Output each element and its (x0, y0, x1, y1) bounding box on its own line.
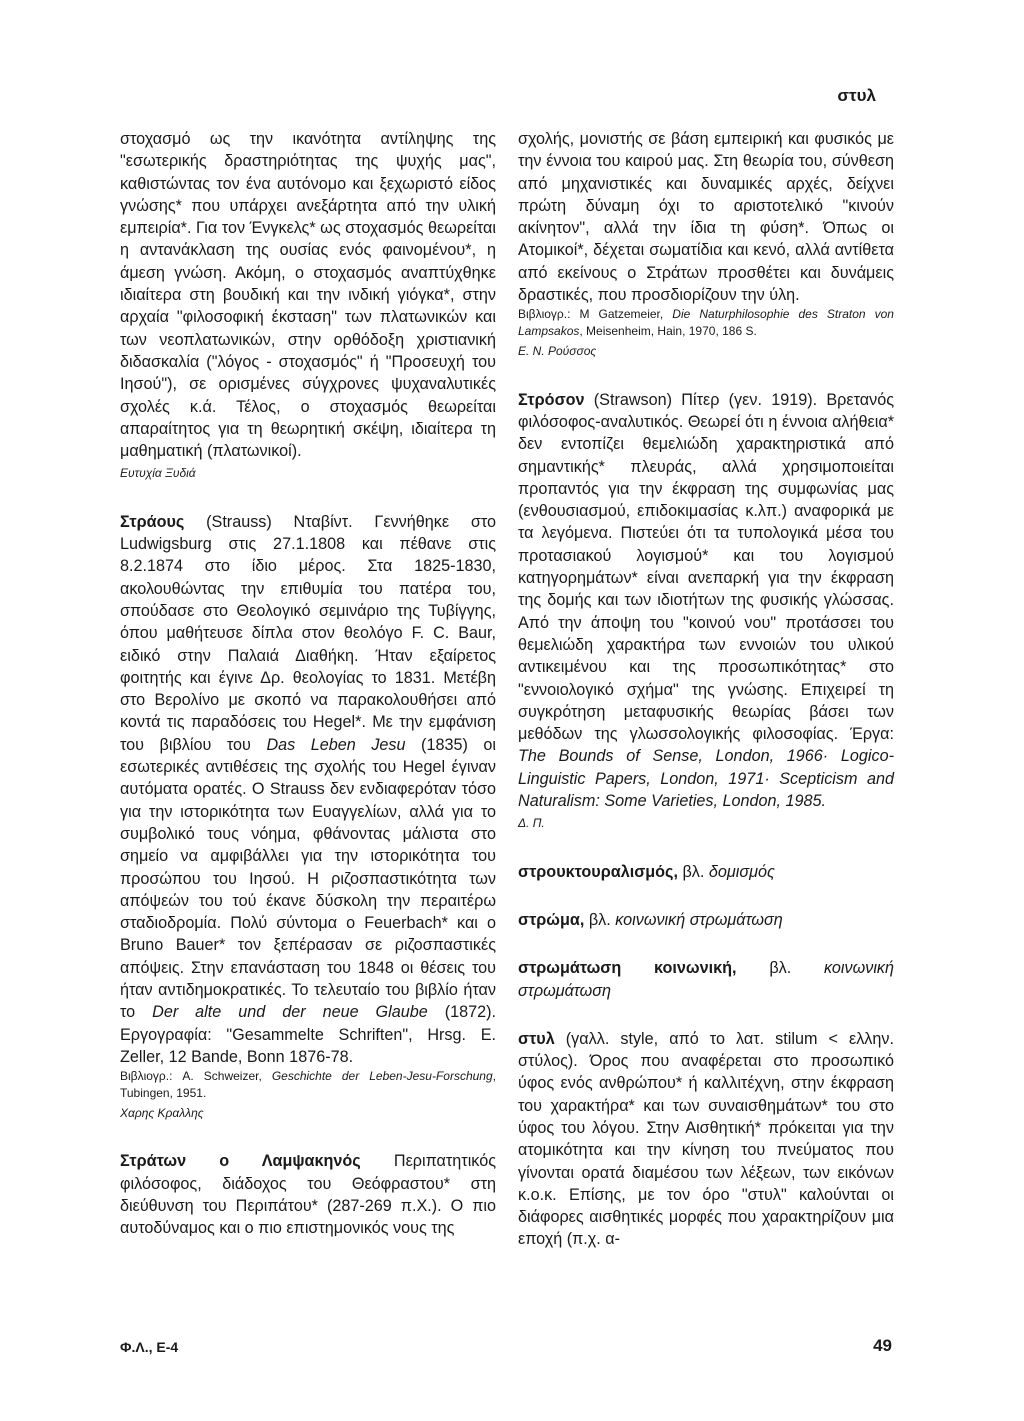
entry-straton (120, 1150, 496, 1239)
biblio-title: Die Naturphilosophie des Straton von Lampsakos (518, 307, 894, 339)
left-column (120, 128, 496, 1240)
xref-stromatosi (518, 957, 894, 1002)
author-signature: Χαρης Κραλλης (120, 1106, 204, 1121)
entry-text: Περιπατητικός φιλόσοφος, διάδοχος του Θεόφραστου* στη διεύθυνση του Περιπάτου* (287-269 π.Χ.). Ο πιο αυτοδύναμος και ο πιο επιστημονικός νους της (120, 1152, 496, 1238)
xref-target: κοινωνική στρωμάτωση (518, 959, 894, 1000)
biblio-prefix: Βιβλιογρ.: A. Schweizer, (120, 1069, 272, 1084)
author-signature: Ε. Ν. Ρούσσος (518, 344, 597, 359)
bibliography (518, 306, 894, 340)
headword: Στράτων ο Λαμψακηνός (120, 1152, 361, 1171)
right-column (518, 128, 894, 1251)
headword: Στράους (120, 512, 185, 531)
works-list: The Bounds of Sense, London, 1966· Logico-Linguistic Papers, London, 1971· Scepticism and Naturalism: Some Varieties, London, 1985. (518, 747, 894, 811)
running-head: στυλ (837, 86, 876, 105)
biblio-prefix: Βιβλιογρ.: M Gatzemeier, (518, 307, 673, 322)
straton-continuation: σχολής, μονιστής σε βάση εμπειρική και φυσικός με την έννοια του καιρού μας. Στη θεωρία του, σύνθεση από μηχανιστικές και δυναμικές αρχές, δείχνει πρώτη δύναμη όχι το αριστοτελικό "κινούν ακίνητον", αλλά την ίδια τη φύση*. Όπως οι Ατομικοί*, δέχεται σωματίδια και κενό, αλλά αντίθετα από εκείνους ο Στράτων προσθέτει και δυνάμεις δραστικές, που προσδιορίζουν την ύλη. (518, 130, 894, 305)
author-signature: Δ. Π. (518, 816, 545, 831)
entry-text: (1872). Εργογραφία: "Gesammelte Schriften", Hrsg. E. Zeller, 12 Bande, Bonn 1876-78. (120, 1003, 496, 1066)
entry-text: (γαλλ. style, από το λατ. stilum < ελλην. στύλος). Όρος που αναφέρεται στο προσωπικό ύφος ενός ανθρώπου* ή καλλιτέχνη, στην έκφραση του χαρακτήρα* και των συναισθημάτων* του στο ύφος του λόγου. Στην Αισθητική* πρόκειται για την ατομικότητα και την κίνηση του πνεύματος που γίνονται ορατά διαμέσου των λέξεων, των εικόνων κ.ο.κ. Επίσης, με τον όρο "στυλ" καλούνται οι διάφορες αισθητικές μορφές που χαρακτηρίζουν μια εποχή (π.χ. α- (518, 1029, 894, 1249)
book-title: Der alte und der neue Glaube (152, 1003, 428, 1022)
bibliography (120, 1068, 496, 1102)
biblio-suffix: , Tubingen, 1951. (120, 1069, 496, 1101)
see-label: βλ. (584, 910, 616, 929)
see-label: βλ. (736, 959, 825, 978)
xref-target: κοινωνική στρωμάτωση (615, 910, 783, 929)
entry-strauss (120, 511, 496, 1068)
headword: Στρόσον (518, 390, 585, 409)
biblio-title: Geschichte der Leben-Jesu-Forschung (271, 1069, 493, 1084)
see-label: βλ. (677, 862, 709, 881)
entry-text: (Strauss) Νταβίντ. Γεννήθηκε στο Ludwigsburg στις 27.1.1808 και πέθανε στις 8.2.1874 στο ίδιο μέρος. Στα 1825-1830, ακολουθώντας την επιθυμία του πατέρα του, σπούδασε στο Θεολογικό σεμινάριο της Τυβίγγης, όπου μαθήτευσε δίπλα στον θεολόγο F. C. Baur, ειδικό στην Παλαιά Διαθήκη. Ήταν εξαίρετος φοιτητής και έγινε Δρ. θεολογίας το 1831. Μετέβη στο Βερολίνο με σκοπό να παρακολουθήσει από κοντά τις παραδόσεις του Hegel*. Με την εμφάνιση του βιβλίου του (120, 512, 496, 754)
entry-text: (Strawson) Πίτερ (γεν. 1919). Βρετανός φιλόσοφος-αναλυτικός. Θεωρεί ότι η έννοια αλήθεια* δεν εντοπίζει θεμελιώδη χαρακτηριστικά από σημαντικής* πλευράς, αλλά χρησιμοποιείται προπαντός για την έκφραση της συμφωνίας μας (ενθουσιασμού, επιδοκιμασίας κ.λπ.) αναφορικά με τα λεγόμενα. Πιστεύει ότι τα τυπολογικά μέσα του προτασιακού λογισμού* και του λογισμού κατηγορημάτων* είναι ανεπαρκή για την έκφραση της δομής και των ιδιοτήτων της φυσικής γλώσσας. Από την άποψη του "κοινού νου" προτάσσει του θεμελιώδη χαρακτήρα των εννοιών του υλικού αντικειμένου και της προσωπικότητας* στο "εννοιολογικό σχήμα" της γνώσης. Επιχειρεί τη συγκρότηση μεταφυσικής θεωρίας βάσει των μεθόδων της γλωσσολογικής φιλοσοφίας. Έργα: (518, 390, 894, 744)
page-number: 49 (873, 1336, 892, 1355)
headword: στυλ (518, 1029, 555, 1048)
entry-text: (1835) οι εσωτερικές αντιθέσεις της σχολής του Hegel έγιναν αυτόματα ορατές. Ο Strauss δεν ενδιαφερόταν τόσο για την ιστορικότητα των Ευαγγελίων, αλλά για το συμβολικό τους νόημα, φθάνοντας μάλιστα στο σημείο να αμφιβάλλει για την ιστορικότητα του προσώπου του Ιησού. Η ριζοσπαστικότητα των απόψεών του τού έκανε δύσκολη την περαιτέρω σταδιοδρομία. Πολύ σύντομα ο Feuerbach* και ο Bruno Bauer* τον ξεπέρασαν σε ριζοσπαστικές απόψεις. Στην επανάσταση του 1848 οι θέσεις του ήταν αντιδημοκρατικές. Το τελευταίο του βιβλίο ήταν το (120, 735, 496, 1022)
biblio-suffix: , Meisenheim, Hain, 1970, 186 S. (579, 324, 757, 339)
headword: στρωμάτωση κοινωνική, (518, 959, 737, 978)
headword: στρουκτουραλισμός, (518, 862, 678, 881)
book-title: Das Leben Jesu (266, 735, 406, 754)
footer-signature-mark: Φ.Λ., Ε-4 (120, 1339, 179, 1355)
xref-strouktouralismos (518, 861, 894, 883)
author-signature: Ευτυχία Ξυδιά (120, 466, 196, 481)
xref-target: δομισμός (708, 862, 775, 881)
headword: στρώμα, (518, 910, 585, 929)
entry-styl (518, 1028, 894, 1251)
stochasmos-continuation: στοχασμό ως την ικανότητα αντίληψης της "εσωτερικής δραστηριότητας της ψυχής μας", καθιστώντας τον ένα αυτόνομο και ξεχωριστό είδος γνώσης* που υπάρχει ανεξάρτητα από την υλική εμπειρία*. Για τον Ένγκελς* ως στοχασμός θεωρείται η αντανάκλαση της ουσίας ενός φαινομένου*, η άμεση γνώση. Ακόμη, ο στοχασμός αναπτύχθηκε ιδιαίτερα στη βουδική και την ινδική γιόγκα*, στην αρχαία "φιλοσοφική έκσταση" των πλατωνικών και των νεοπλατωνικών, στην ορθόδοξη χριστιανική διδασκαλία ("λόγος - στοχασμός" ή "Προσευχή του Ιησού"), σε ορισμένες σύγχρονες ψυχαναλυτικές σχολές κ.ά. Τέλος, ο στοχασμός θεωρείται απαραίτητος για τη θεωρητική σκέψη, ιδιαίτερα τη μαθηματική (πλατωνικοί). (120, 130, 496, 461)
entry-strawson (518, 389, 894, 813)
xref-stroma (518, 909, 894, 931)
